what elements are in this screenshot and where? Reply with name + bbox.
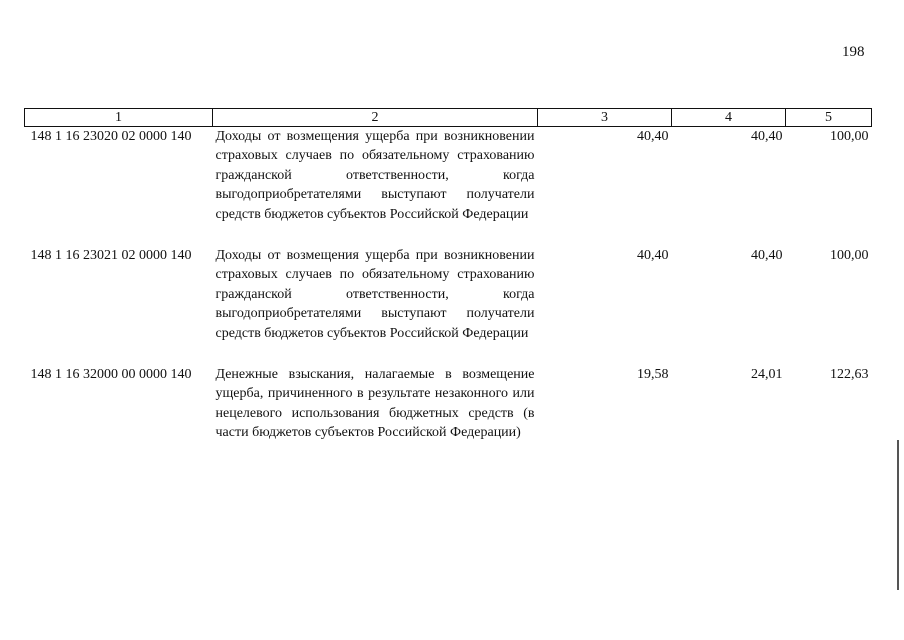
table-row [25, 127, 872, 225]
header-col-1: 1 [25, 109, 213, 127]
row-col5-value: 122,63 [830, 367, 869, 383]
header-col-2: 2 [213, 109, 538, 127]
row-spacer [25, 343, 872, 365]
row-col5-value: 100,00 [830, 129, 869, 144]
row-col3-value: 40,40 [637, 248, 669, 264]
row-code: 148 1 16 23021 02 0000 140 [30, 248, 192, 264]
table-row [25, 246, 872, 343]
row-col3-value: 19,58 [637, 367, 669, 383]
header-col-4: 4 [672, 109, 786, 127]
page-number: 198 [842, 44, 865, 60]
row-description: Денежные взыскания, налагаемые в возмещение ущерба, причиненного в результате незаконного или нецелевого использования бюджетных средств (в части бюджетов субъектов Российской Федерации) [215, 367, 535, 441]
row-spacer [25, 224, 872, 246]
header-row [25, 109, 872, 127]
row-col5-value: 100,00 [830, 248, 869, 264]
row-code: 148 1 16 23020 02 0000 140 [30, 129, 192, 144]
row-description: Доходы от возмещения ущерба при возникновении страховых случаев по обязательному страхованию гражданской ответственности, когда выгодоприобретателями выступают получатели средств бюджетов субъектов Российской Федерации [215, 129, 535, 222]
row-col4-value: 40,40 [751, 248, 783, 264]
table-header [25, 109, 872, 127]
scan-edge-line [897, 440, 899, 590]
row-col3-value: 40,40 [637, 129, 669, 144]
row-col4-value: 40,40 [751, 129, 783, 144]
header-col-5: 5 [786, 109, 872, 127]
budget-table [24, 108, 872, 443]
row-description: Доходы от возмещения ущерба при возникновении страховых случаев по обязательному страхованию гражданской ответственности, когда выгодоприобретателями выступают получатели средств бюджетов субъектов Российской Федерации [215, 248, 535, 341]
row-code: 148 1 16 32000 00 0000 140 [30, 367, 192, 383]
row-col4-value: 24,01 [751, 367, 783, 383]
table-row [25, 365, 872, 443]
header-col-3: 3 [538, 109, 672, 127]
